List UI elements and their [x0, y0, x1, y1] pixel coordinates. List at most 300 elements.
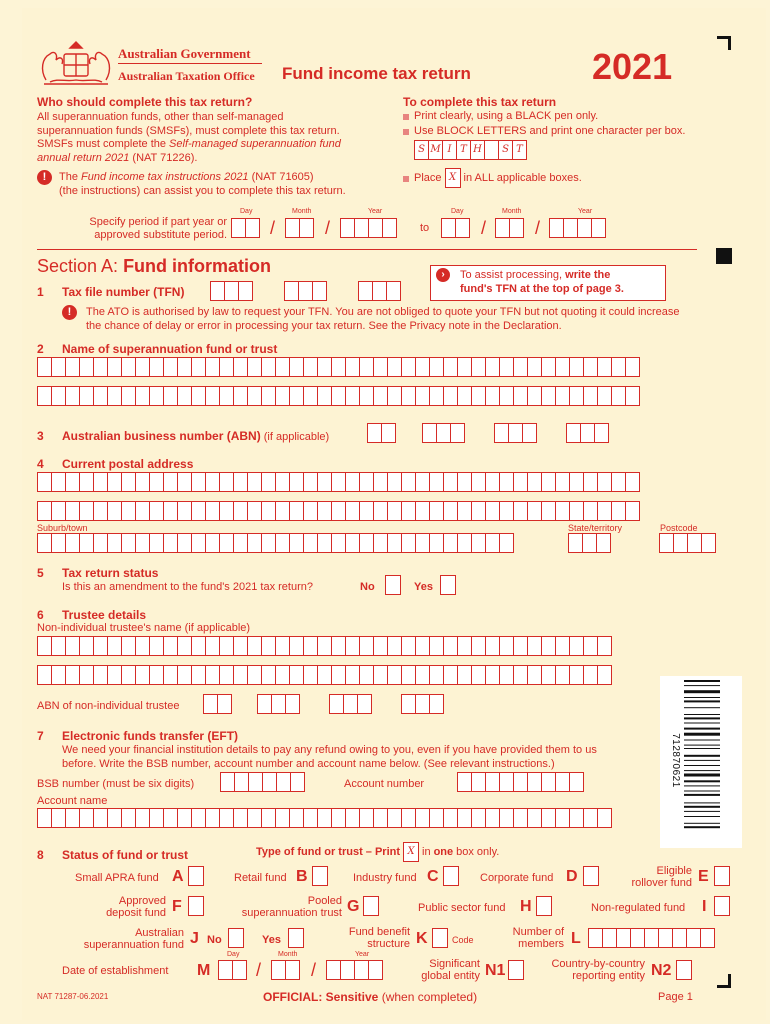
char-box[interactable]	[471, 808, 486, 828]
char-box[interactable]	[359, 357, 374, 377]
char-box[interactable]	[261, 636, 276, 656]
char-box[interactable]	[331, 808, 346, 828]
char-box[interactable]	[261, 533, 276, 553]
char-box[interactable]	[303, 472, 318, 492]
char-box[interactable]	[527, 386, 542, 406]
period-from-month[interactable]	[285, 218, 313, 238]
char-box[interactable]	[457, 636, 472, 656]
char-box[interactable]	[121, 533, 136, 553]
char-box[interactable]	[233, 808, 248, 828]
account-name-boxes[interactable]	[37, 808, 611, 828]
char-box[interactable]	[387, 357, 402, 377]
char-box[interactable]	[499, 357, 514, 377]
char-box[interactable]	[499, 636, 514, 656]
char-box[interactable]	[271, 960, 286, 980]
char-box[interactable]	[107, 808, 122, 828]
char-box[interactable]	[107, 533, 122, 553]
char-box[interactable]	[594, 423, 609, 443]
char-box[interactable]	[219, 665, 234, 685]
char-box[interactable]	[569, 472, 584, 492]
char-box[interactable]	[367, 423, 382, 443]
char-box[interactable]	[527, 808, 542, 828]
approved-checkbox[interactable]	[188, 896, 204, 916]
aus-no-checkbox[interactable]	[228, 928, 244, 948]
char-box[interactable]	[611, 501, 626, 521]
char-box[interactable]	[285, 218, 300, 238]
char-box[interactable]	[596, 533, 611, 553]
char-box[interactable]	[541, 772, 556, 792]
char-box[interactable]	[261, 808, 276, 828]
char-box[interactable]	[658, 928, 673, 948]
period-to-month[interactable]	[495, 218, 523, 238]
char-box[interactable]	[284, 281, 299, 301]
char-box[interactable]	[205, 501, 220, 521]
char-box[interactable]	[261, 357, 276, 377]
char-box[interactable]	[331, 501, 346, 521]
char-box[interactable]	[429, 357, 444, 377]
char-box[interactable]	[163, 501, 178, 521]
char-box[interactable]	[317, 808, 332, 828]
char-box[interactable]	[220, 772, 235, 792]
char-box[interactable]	[93, 665, 108, 685]
postal-line-2[interactable]	[37, 501, 639, 521]
char-box[interactable]	[443, 386, 458, 406]
account-number-boxes[interactable]	[457, 772, 583, 792]
char-box[interactable]	[555, 472, 570, 492]
char-box[interactable]	[644, 928, 659, 948]
benefit-structure-box[interactable]	[432, 928, 448, 948]
char-box[interactable]	[359, 533, 374, 553]
char-box[interactable]	[275, 533, 290, 553]
char-box[interactable]	[471, 636, 486, 656]
char-box[interactable]	[79, 501, 94, 521]
industry-checkbox[interactable]	[443, 866, 459, 886]
char-box[interactable]	[457, 665, 472, 685]
char-box[interactable]	[276, 772, 291, 792]
char-box[interactable]	[563, 218, 578, 238]
char-box[interactable]	[401, 665, 416, 685]
char-box[interactable]	[555, 665, 570, 685]
char-box[interactable]	[450, 423, 465, 443]
char-box[interactable]	[555, 772, 570, 792]
char-box[interactable]	[372, 281, 387, 301]
char-box[interactable]	[555, 808, 570, 828]
char-box[interactable]	[513, 636, 528, 656]
establish-year[interactable]	[326, 960, 382, 980]
char-box[interactable]	[107, 357, 122, 377]
char-box[interactable]	[233, 533, 248, 553]
char-box[interactable]	[121, 501, 136, 521]
char-box[interactable]	[163, 386, 178, 406]
char-box[interactable]	[65, 808, 80, 828]
char-box[interactable]	[527, 501, 542, 521]
char-box[interactable]	[247, 386, 262, 406]
postcode-boxes[interactable]	[659, 533, 715, 553]
char-box[interactable]	[135, 665, 150, 685]
char-box[interactable]	[569, 386, 584, 406]
char-box[interactable]	[499, 533, 514, 553]
char-box[interactable]	[205, 533, 220, 553]
corporate-checkbox[interactable]	[583, 866, 599, 886]
char-box[interactable]	[51, 533, 66, 553]
char-box[interactable]	[673, 533, 688, 553]
char-box[interactable]	[387, 501, 402, 521]
char-box[interactable]	[317, 386, 332, 406]
char-box[interactable]	[93, 386, 108, 406]
sig-checkbox[interactable]	[508, 960, 524, 980]
char-box[interactable]	[51, 665, 66, 685]
char-box[interactable]	[577, 218, 592, 238]
char-box[interactable]	[331, 357, 346, 377]
period-to-day[interactable]	[441, 218, 469, 238]
char-box[interactable]	[135, 472, 150, 492]
char-box[interactable]	[616, 928, 631, 948]
cbc-checkbox[interactable]	[676, 960, 692, 980]
char-box[interactable]	[93, 501, 108, 521]
char-box[interactable]	[340, 218, 355, 238]
char-box[interactable]	[625, 386, 640, 406]
char-box[interactable]	[163, 636, 178, 656]
char-box[interactable]	[429, 472, 444, 492]
char-box[interactable]	[415, 386, 430, 406]
char-box[interactable]	[494, 423, 509, 443]
char-box[interactable]	[443, 808, 458, 828]
char-box[interactable]	[177, 808, 192, 828]
char-box[interactable]	[583, 501, 598, 521]
char-box[interactable]	[443, 665, 458, 685]
char-box[interactable]	[359, 472, 374, 492]
char-box[interactable]	[457, 357, 472, 377]
char-box[interactable]	[205, 386, 220, 406]
char-box[interactable]	[79, 533, 94, 553]
char-box[interactable]	[359, 665, 374, 685]
char-box[interactable]	[261, 386, 276, 406]
char-box[interactable]	[566, 423, 581, 443]
char-box[interactable]	[275, 665, 290, 685]
char-box[interactable]	[331, 386, 346, 406]
char-box[interactable]	[345, 357, 360, 377]
char-box[interactable]	[549, 218, 564, 238]
char-box[interactable]	[205, 472, 220, 492]
char-box[interactable]	[611, 472, 626, 492]
char-box[interactable]	[275, 386, 290, 406]
char-box[interactable]	[317, 665, 332, 685]
char-box[interactable]	[513, 501, 528, 521]
char-box[interactable]	[541, 636, 556, 656]
char-box[interactable]	[541, 357, 556, 377]
tfn-group-1[interactable]	[210, 281, 252, 301]
char-box[interactable]	[149, 808, 164, 828]
char-box[interactable]	[257, 694, 272, 714]
char-box[interactable]	[217, 694, 232, 714]
char-box[interactable]	[107, 636, 122, 656]
char-box[interactable]	[135, 501, 150, 521]
char-box[interactable]	[121, 808, 136, 828]
char-box[interactable]	[401, 808, 416, 828]
char-box[interactable]	[555, 357, 570, 377]
char-box[interactable]	[247, 501, 262, 521]
abn-group-2[interactable]	[422, 423, 464, 443]
char-box[interactable]	[401, 386, 416, 406]
char-box[interactable]	[149, 501, 164, 521]
char-box[interactable]	[149, 357, 164, 377]
char-box[interactable]	[231, 218, 246, 238]
char-box[interactable]	[191, 386, 206, 406]
char-box[interactable]	[443, 636, 458, 656]
char-box[interactable]	[436, 423, 451, 443]
char-box[interactable]	[51, 357, 66, 377]
char-box[interactable]	[290, 772, 305, 792]
char-box[interactable]	[205, 808, 220, 828]
char-box[interactable]	[522, 423, 537, 443]
char-box[interactable]	[51, 636, 66, 656]
char-box[interactable]	[163, 808, 178, 828]
char-box[interactable]	[285, 960, 300, 980]
char-box[interactable]	[583, 472, 598, 492]
char-box[interactable]	[331, 665, 346, 685]
char-box[interactable]	[541, 472, 556, 492]
char-box[interactable]	[485, 636, 500, 656]
char-box[interactable]	[580, 423, 595, 443]
char-box[interactable]	[583, 386, 598, 406]
char-box[interactable]	[429, 501, 444, 521]
char-box[interactable]	[354, 218, 369, 238]
char-box[interactable]	[289, 636, 304, 656]
char-box[interactable]	[317, 636, 332, 656]
char-box[interactable]	[121, 357, 136, 377]
char-box[interactable]	[233, 472, 248, 492]
aus-yes-checkbox[interactable]	[288, 928, 304, 948]
char-box[interactable]	[177, 636, 192, 656]
char-box[interactable]	[357, 694, 372, 714]
postal-line-1[interactable]	[37, 472, 639, 492]
char-box[interactable]	[177, 665, 192, 685]
char-box[interactable]	[373, 472, 388, 492]
char-box[interactable]	[219, 636, 234, 656]
char-box[interactable]	[79, 665, 94, 685]
char-box[interactable]	[569, 808, 584, 828]
char-box[interactable]	[37, 665, 52, 685]
char-box[interactable]	[340, 960, 355, 980]
char-box[interactable]	[303, 533, 318, 553]
char-box[interactable]	[401, 472, 416, 492]
char-box[interactable]	[485, 808, 500, 828]
char-box[interactable]	[65, 665, 80, 685]
char-box[interactable]	[37, 636, 52, 656]
char-box[interactable]	[219, 533, 234, 553]
char-box[interactable]	[317, 501, 332, 521]
char-box[interactable]	[79, 808, 94, 828]
period-to-year[interactable]	[549, 218, 605, 238]
char-box[interactable]	[387, 808, 402, 828]
char-box[interactable]	[583, 665, 598, 685]
char-box[interactable]	[238, 281, 253, 301]
char-box[interactable]	[343, 694, 358, 714]
char-box[interactable]	[107, 501, 122, 521]
char-box[interactable]	[382, 218, 397, 238]
char-box[interactable]	[527, 772, 542, 792]
char-box[interactable]	[163, 357, 178, 377]
char-box[interactable]	[79, 357, 94, 377]
char-box[interactable]	[471, 501, 486, 521]
char-box[interactable]	[415, 665, 430, 685]
char-box[interactable]	[177, 472, 192, 492]
char-box[interactable]	[149, 665, 164, 685]
char-box[interactable]	[37, 501, 52, 521]
char-box[interactable]	[541, 501, 556, 521]
char-box[interactable]	[247, 665, 262, 685]
char-box[interactable]	[135, 808, 150, 828]
char-box[interactable]	[471, 472, 486, 492]
retail-checkbox[interactable]	[312, 866, 328, 886]
char-box[interactable]	[359, 386, 374, 406]
char-box[interactable]	[234, 772, 249, 792]
char-box[interactable]	[163, 533, 178, 553]
char-box[interactable]	[429, 533, 444, 553]
char-box[interactable]	[513, 472, 528, 492]
char-box[interactable]	[149, 472, 164, 492]
char-box[interactable]	[65, 357, 80, 377]
char-box[interactable]	[345, 472, 360, 492]
abn-group-3[interactable]	[494, 423, 536, 443]
char-box[interactable]	[569, 772, 584, 792]
char-box[interactable]	[331, 533, 346, 553]
char-box[interactable]	[331, 636, 346, 656]
char-box[interactable]	[345, 636, 360, 656]
char-box[interactable]	[219, 808, 234, 828]
char-box[interactable]	[429, 665, 444, 685]
char-box[interactable]	[65, 472, 80, 492]
char-box[interactable]	[513, 665, 528, 685]
char-box[interactable]	[508, 423, 523, 443]
char-box[interactable]	[381, 423, 396, 443]
char-box[interactable]	[373, 533, 388, 553]
char-box[interactable]	[247, 636, 262, 656]
char-box[interactable]	[569, 357, 584, 377]
char-box[interactable]	[191, 665, 206, 685]
char-box[interactable]	[387, 533, 402, 553]
char-box[interactable]	[471, 357, 486, 377]
char-box[interactable]	[485, 501, 500, 521]
char-box[interactable]	[597, 636, 612, 656]
char-box[interactable]	[569, 636, 584, 656]
members-boxes[interactable]	[588, 928, 714, 948]
char-box[interactable]	[659, 533, 674, 553]
char-box[interactable]	[345, 808, 360, 828]
char-box[interactable]	[583, 357, 598, 377]
char-box[interactable]	[205, 636, 220, 656]
char-box[interactable]	[289, 386, 304, 406]
char-box[interactable]	[93, 636, 108, 656]
trustee-name-line-1[interactable]	[37, 636, 611, 656]
char-box[interactable]	[261, 472, 276, 492]
char-box[interactable]	[245, 218, 260, 238]
char-box[interactable]	[568, 533, 583, 553]
char-box[interactable]	[415, 694, 430, 714]
char-box[interactable]	[233, 357, 248, 377]
char-box[interactable]	[401, 636, 416, 656]
char-box[interactable]	[443, 501, 458, 521]
char-box[interactable]	[569, 665, 584, 685]
tfn-group-2[interactable]	[284, 281, 326, 301]
char-box[interactable]	[191, 472, 206, 492]
char-box[interactable]	[135, 386, 150, 406]
char-box[interactable]	[499, 665, 514, 685]
char-box[interactable]	[527, 357, 542, 377]
eligible-checkbox[interactable]	[714, 866, 730, 886]
char-box[interactable]	[345, 501, 360, 521]
char-box[interactable]	[37, 386, 52, 406]
char-box[interactable]	[247, 357, 262, 377]
char-box[interactable]	[485, 386, 500, 406]
trustee-abn-4[interactable]	[401, 694, 443, 714]
char-box[interactable]	[373, 501, 388, 521]
char-box[interactable]	[289, 808, 304, 828]
char-box[interactable]	[513, 386, 528, 406]
trustee-abn-3[interactable]	[329, 694, 371, 714]
char-box[interactable]	[485, 772, 500, 792]
establish-day[interactable]	[218, 960, 246, 980]
char-box[interactable]	[373, 386, 388, 406]
pooled-checkbox[interactable]	[363, 896, 379, 916]
char-box[interactable]	[210, 281, 225, 301]
char-box[interactable]	[247, 808, 262, 828]
char-box[interactable]	[359, 636, 374, 656]
char-box[interactable]	[597, 501, 612, 521]
char-box[interactable]	[149, 636, 164, 656]
char-box[interactable]	[163, 472, 178, 492]
char-box[interactable]	[401, 533, 416, 553]
trustee-abn-2[interactable]	[257, 694, 299, 714]
char-box[interactable]	[373, 357, 388, 377]
char-box[interactable]	[37, 808, 52, 828]
char-box[interactable]	[485, 665, 500, 685]
char-box[interactable]	[415, 808, 430, 828]
small-apra-checkbox[interactable]	[188, 866, 204, 886]
bsb-boxes[interactable]	[220, 772, 304, 792]
char-box[interactable]	[625, 357, 640, 377]
char-box[interactable]	[271, 694, 286, 714]
char-box[interactable]	[232, 960, 247, 980]
char-box[interactable]	[555, 501, 570, 521]
char-box[interactable]	[345, 665, 360, 685]
char-box[interactable]	[422, 423, 437, 443]
char-box[interactable]	[499, 772, 514, 792]
char-box[interactable]	[233, 636, 248, 656]
char-box[interactable]	[289, 533, 304, 553]
char-box[interactable]	[177, 357, 192, 377]
char-box[interactable]	[51, 501, 66, 521]
char-box[interactable]	[471, 533, 486, 553]
char-box[interactable]	[275, 808, 290, 828]
char-box[interactable]	[443, 472, 458, 492]
char-box[interactable]	[415, 533, 430, 553]
char-box[interactable]	[471, 665, 486, 685]
char-box[interactable]	[358, 281, 373, 301]
abn-group-1[interactable]	[367, 423, 395, 443]
char-box[interactable]	[429, 694, 444, 714]
char-box[interactable]	[415, 357, 430, 377]
char-box[interactable]	[611, 357, 626, 377]
char-box[interactable]	[135, 357, 150, 377]
char-box[interactable]	[177, 501, 192, 521]
char-box[interactable]	[513, 772, 528, 792]
char-box[interactable]	[233, 665, 248, 685]
char-box[interactable]	[121, 386, 136, 406]
char-box[interactable]	[177, 386, 192, 406]
char-box[interactable]	[65, 636, 80, 656]
char-box[interactable]	[415, 472, 430, 492]
